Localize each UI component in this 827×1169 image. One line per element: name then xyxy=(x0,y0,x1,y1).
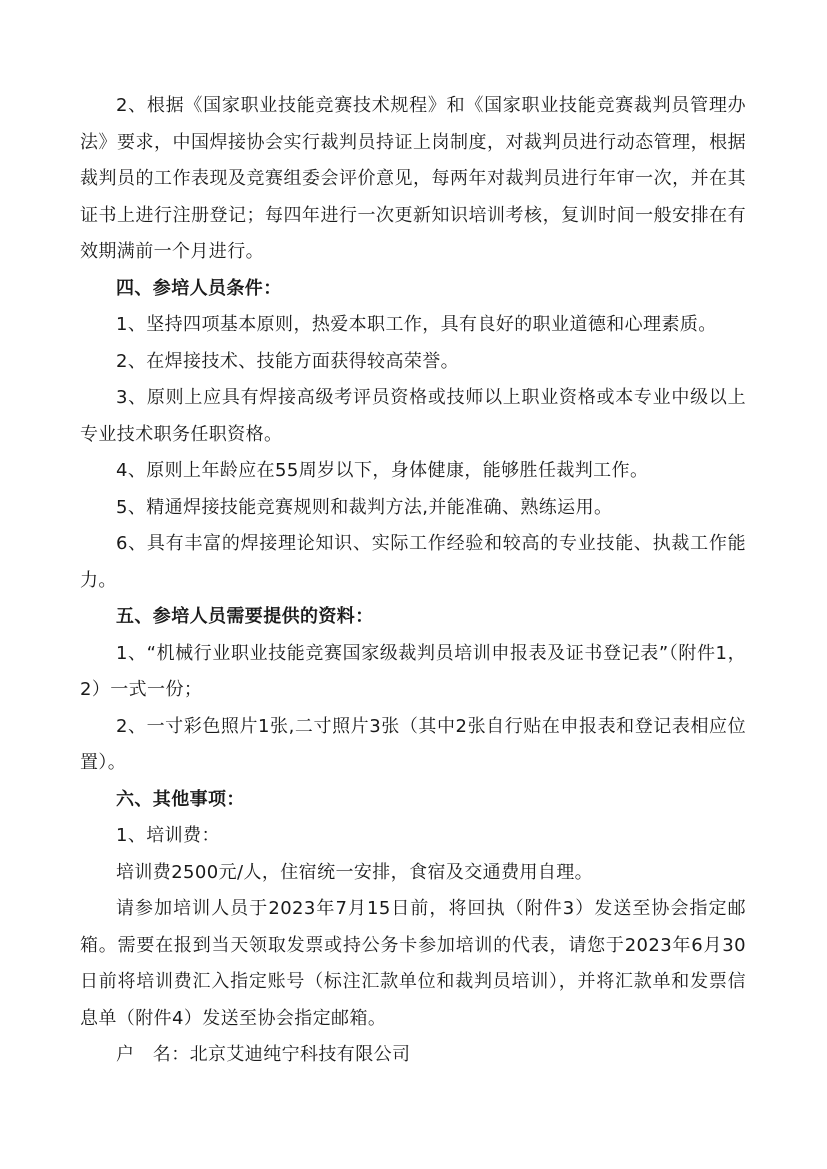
section-heading-other-matters: 六、其他事项： xyxy=(116,788,245,810)
section-heading-participant-requirements: 四、参培人员条件： xyxy=(116,277,282,299)
registration-instructions: 请参加培训人员于2023年7月15日前，将回执（附件3）发送至协会指定邮箱。需要在报到当天领取发票或持公务卡参加培训的代表，请您于2023年6月30日前将培训费汇入指定账号（标注汇款单位和裁判员培训），并将汇款单和发票信息单（附件4）发送至协会指定邮箱。 xyxy=(80,898,746,1029)
requirement-item-3: 3、原则上应具有焊接高级考评员资格或技师以上职业资格或本专业中级以上专业技术职务任职资格。 xyxy=(80,387,746,445)
requirement-item-6: 6、具有丰富的焊接理论知识、实际工作经验和较高的专业技能、执裁工作能力。 xyxy=(80,533,746,591)
training-fee-detail: 培训费2500元/人，住宿统一安排，食宿及交通费用自理。 xyxy=(116,861,594,883)
requirement-item-4: 4、原则上年龄应在55周岁以下，身体健康，能够胜任裁判工作。 xyxy=(116,460,649,481)
paragraph-judge-certification: 2、根据《国家职业技能竞赛技术规程》和《国家职业技能竞赛裁判员管理办法》要求，中国焊接协会实行裁判员持证上岗制度，对裁判员进行动态管理，根据裁判员的工作表现及竞赛组委会评价意见，每两年对裁判员进行年审一次，并在其证书上进行注册登记；每四年进行一次更新知识培训考核，复训时间一般安排在有效期满前一个月进行。 xyxy=(80,95,746,262)
material-item-2: 2、一寸彩色照片1张,二寸照片3张（其中2张自行贴在申报表和登记表相应位置）。 xyxy=(80,715,746,773)
material-item-1: 1、“机械行业职业技能竞赛国家级裁判员培训申报表及证书登记表”（附件1，2）一式一份； xyxy=(80,642,746,700)
section-heading-required-materials: 五、参培人员需要提供的资料： xyxy=(116,606,374,627)
training-fee-label: 1、培训费： xyxy=(116,825,220,846)
document-body xyxy=(80,88,746,1074)
requirement-item-2: 2、在焊接技术、技能方面获得较高荣誉。 xyxy=(116,350,460,372)
account-name: 户 名：北京艾迪纯宁科技有限公司 xyxy=(116,1044,411,1065)
requirement-item-5: 5、精通焊接技能竞赛规则和裁判方法,并能准确、熟练运用。 xyxy=(116,496,613,518)
requirement-item-1: 1、坚持四项基本原则，热爱本职工作，具有良好的职业道德和心理素质。 xyxy=(116,314,717,335)
